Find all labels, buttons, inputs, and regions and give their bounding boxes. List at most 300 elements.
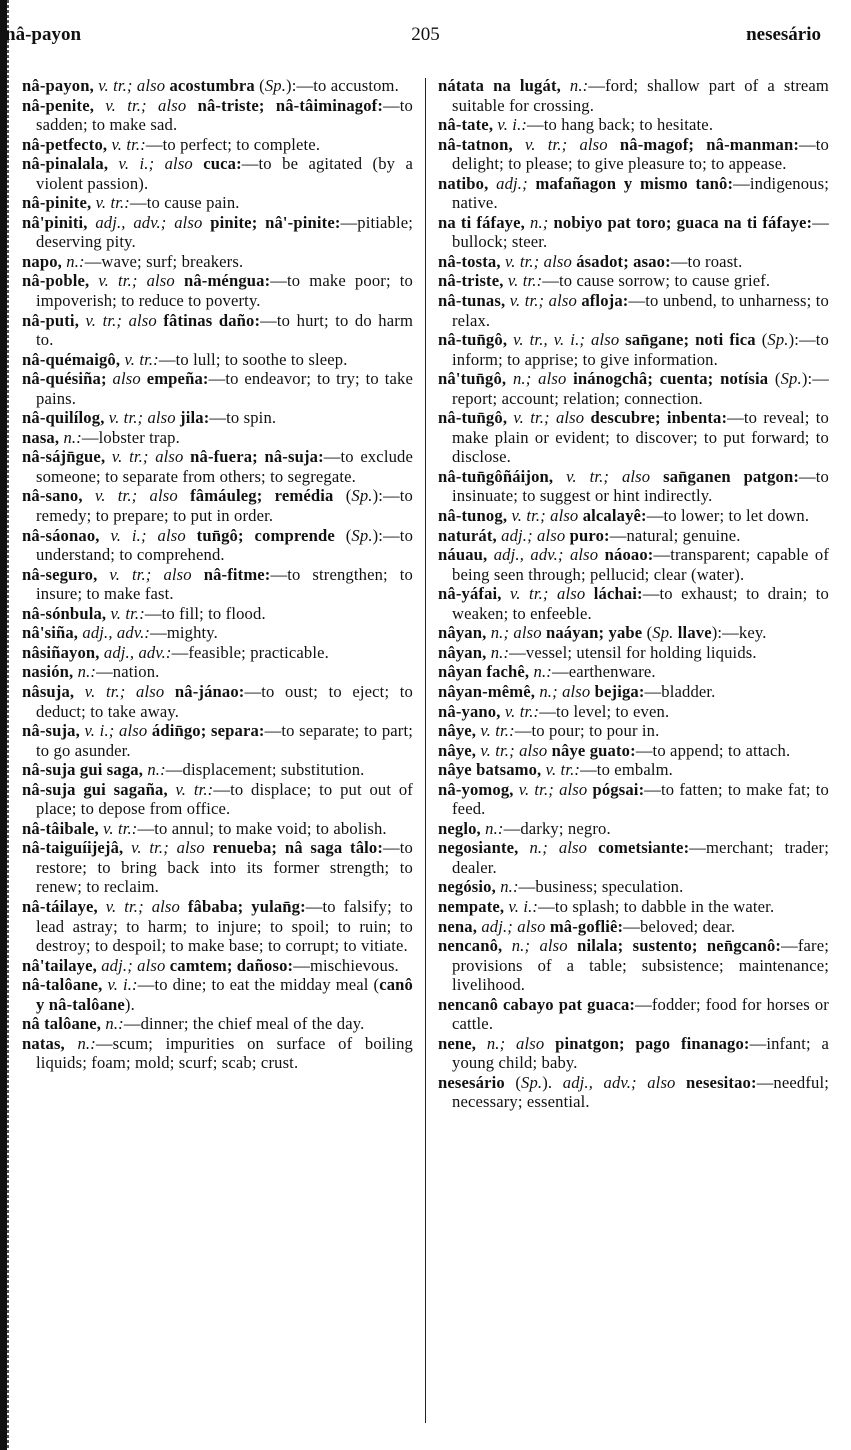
headword: nâ-suja gui sagaña,	[22, 779, 168, 799]
headword: napo,	[22, 251, 62, 271]
headword: nâ-taiguíijejâ,	[22, 838, 124, 858]
bold-term: tun̄gô; comprende	[196, 525, 335, 545]
grammar-label: v. tr.; also	[123, 838, 213, 858]
definition-text: —to unbend, to unharness; to relax.	[452, 291, 829, 330]
bold-term: canô y nâ-talôane	[36, 975, 413, 1014]
bold-term: ádin̄go; separa:	[151, 721, 265, 741]
headword: nâsuja,	[22, 681, 75, 701]
grammar-label: n.;	[524, 212, 554, 232]
definition-text: —earthenware.	[551, 662, 656, 682]
headword: nâ-tunog,	[438, 506, 508, 526]
grammar-label: v. tr.; also	[500, 251, 577, 271]
dictionary-entry	[438, 721, 829, 741]
bold-term: nilala; sustento; nen̄gcanô:	[577, 936, 782, 956]
bold-term: inánogchâ; cuenta; notísia	[573, 369, 769, 389]
dictionary-entry	[438, 682, 829, 702]
headword: nâ'piniti,	[22, 212, 88, 232]
definition-text: —natural; genuine.	[609, 525, 741, 545]
definition-text: ).	[124, 994, 135, 1014]
definition-text: (	[333, 486, 352, 506]
bold-term: mafañagon y mismo tanô:	[535, 173, 734, 193]
dictionary-entry	[438, 135, 829, 174]
dictionary-entry	[438, 174, 829, 213]
grammar-label: v. tr.; also	[512, 134, 620, 154]
bold-term: afloja:	[581, 291, 629, 311]
grammar-label: v. tr.:	[167, 779, 214, 799]
grammar-label: v. tr.:	[107, 134, 146, 154]
dictionary-entry	[22, 135, 413, 155]
grammar-label: adj.; also	[496, 525, 570, 545]
dictionary-entry	[438, 291, 829, 330]
dictionary-entry	[22, 311, 413, 350]
headword: nâ-yano,	[438, 701, 501, 721]
dictionary-entry	[22, 76, 413, 96]
headword: nâyan,	[438, 642, 487, 662]
grammar-label: Sp.	[767, 330, 789, 350]
definition-text: —fodder; food for horses or cattle.	[452, 994, 829, 1034]
dictionary-entry	[22, 721, 413, 760]
headword: nâ-tâibale,	[22, 818, 99, 838]
headword: nasa,	[22, 427, 60, 447]
grammar-label: v. tr.; also	[507, 506, 583, 526]
bold-term: san̄gane; noti fica	[625, 330, 756, 350]
dictionary-entry	[22, 956, 413, 976]
definition-text: —wave; surf; breakers.	[84, 251, 244, 271]
grammar-label: Sp.	[351, 486, 373, 506]
column-divider	[425, 78, 426, 1423]
bold-term: mâ-gofliê:	[549, 916, 624, 936]
dictionary-entry	[438, 741, 829, 761]
grammar-label: n.:	[143, 760, 166, 780]
grammar-label: v. tr.; also	[82, 486, 191, 506]
definition-text: —to falsify; to lead astray; to harm; to injure; to spoil; to ruin; to destroy; to despoil; to make base; to corrupt; to vitiate.	[36, 896, 413, 956]
dictionary-entry	[438, 897, 829, 917]
headword: nâ'tun̄gô,	[438, 369, 507, 389]
dictionary-entry	[438, 467, 829, 506]
bold-term: nâ-triste; nâ-tâiminagof:	[197, 95, 384, 115]
grammar-label: v. tr.; also	[94, 95, 198, 115]
headword: natibo,	[438, 173, 489, 193]
grammar-label: Sp.	[652, 623, 674, 643]
definition-text: (	[504, 1072, 522, 1092]
bold-term: nâ-fitme:	[203, 564, 271, 584]
definition-text: (	[642, 623, 653, 643]
headword: nâ-sónbula,	[22, 603, 107, 623]
dictionary-entry	[438, 819, 829, 839]
dictionary-entry	[22, 486, 413, 525]
bold-term: nâ-magof; nâ-manman:	[619, 134, 800, 154]
headword: nâ-suja,	[22, 721, 80, 741]
definition-text: —merchant; trader; dealer.	[452, 838, 829, 877]
dictionary-entry	[22, 975, 413, 1014]
dictionary-entry	[22, 565, 413, 604]
dictionary-entry	[438, 623, 829, 643]
grammar-label: v. tr.; also	[104, 408, 181, 428]
grammar-label: adj.; also	[96, 955, 170, 975]
grammar-label: v. tr.; also	[507, 408, 591, 428]
dictionary-entry	[438, 330, 829, 369]
definition-text: —pitiable; deserving pity.	[36, 212, 413, 252]
definition-text: —needful; necessary; essential.	[452, 1072, 829, 1112]
dictionary-entry	[438, 271, 829, 291]
definition-text: (	[334, 525, 352, 545]
headword: neglo,	[438, 818, 481, 838]
headword: nâ-suja gui saga,	[22, 760, 144, 780]
grammar-label: n.:	[480, 818, 504, 838]
bold-term: cuca:	[203, 154, 242, 174]
bold-term: acostumbra	[169, 76, 255, 95]
grammar-label: n.:	[61, 251, 85, 271]
definition-text: —to splash; to dabble in the water.	[538, 896, 775, 916]
dictionary-entry	[22, 780, 413, 819]
grammar-label: v. tr.; also	[97, 896, 188, 916]
definition-text: —to hang back; to hesitate.	[527, 115, 714, 135]
bold-term: san̄ganen patgon:	[663, 466, 800, 486]
dictionary-entry	[438, 213, 829, 252]
headword: nâyan,	[438, 623, 487, 643]
dictionary-entry	[22, 838, 413, 897]
dictionary-entry	[438, 877, 829, 897]
headword: nâ-pinalala,	[22, 154, 109, 174]
definition-text: —to exclude someone; to separate from others; to segregate.	[36, 447, 413, 486]
grammar-label: n.:	[64, 1033, 96, 1053]
dictionary-entry	[438, 917, 829, 937]
definition-text: —to pour; to pour in.	[514, 721, 660, 741]
headword: nasión,	[22, 662, 74, 682]
grammar-label: Sp.	[521, 1072, 543, 1092]
grammar-label: v. tr.:	[503, 271, 543, 291]
dictionary-entry	[438, 76, 829, 115]
headword: nâ'tailaye,	[22, 955, 97, 975]
dictionary-entry	[22, 526, 413, 565]
scan-edge	[0, 0, 7, 1450]
dictionary-entry	[22, 193, 413, 213]
grammar-label: v. tr.:	[541, 760, 581, 780]
headword: nene,	[438, 1033, 477, 1053]
dictionary-entry	[438, 584, 829, 623]
grammar-label: v. tr.; also	[553, 466, 664, 486]
bold-term: nâ-fuera; nâ-suja:	[190, 447, 324, 467]
definition-text: ).	[542, 1072, 553, 1092]
definition-text: —business; speculation.	[518, 877, 684, 897]
headword: nâ-tosta,	[438, 251, 501, 271]
definition-text: —to append; to attach.	[635, 740, 791, 760]
definition-text: —to insinuate; to suggest or hint indirectly.	[452, 466, 829, 506]
headword: nencanô,	[438, 936, 503, 956]
definition-text: —bullock; steer.	[452, 212, 829, 252]
grammar-label: Sp.	[351, 525, 373, 545]
grammar-label: v. i.; also	[99, 525, 197, 545]
left-guide-word: nâ-payon	[5, 24, 82, 45]
definition-text: —to roast.	[670, 251, 743, 271]
grammar-label: adj.; also	[477, 916, 550, 936]
dictionary-entry	[22, 1034, 413, 1073]
grammar-label: v. i.:	[504, 896, 539, 916]
headword: nâ-sájn̄gue,	[22, 447, 106, 467]
definition-text: —to cause pain.	[129, 193, 240, 213]
dictionary-entry	[438, 760, 829, 780]
bold-term: fâmáuleg; remédia	[190, 486, 334, 506]
dictionary-entry	[22, 623, 413, 643]
dictionary-entry	[438, 643, 829, 663]
headword: nâyan-mêmê,	[438, 681, 536, 701]
headword: nâ-triste,	[438, 271, 504, 291]
dictionary-entry	[22, 369, 413, 408]
definition-text: —to perfect; to complete.	[145, 134, 321, 154]
definition-text: —darky; negro.	[503, 818, 611, 838]
headword: nâ-penite,	[22, 95, 95, 115]
grammar-label: n.:	[73, 662, 97, 682]
definition-text: —mighty.	[150, 623, 218, 643]
headword: nâ-puti,	[22, 310, 79, 330]
dictionary-entry	[22, 447, 413, 486]
headword: nâ-poble,	[22, 271, 90, 291]
scan-edge-texture	[7, 0, 9, 1450]
grammar-label: v. tr.; also	[476, 740, 552, 760]
dictionary-entry	[22, 760, 413, 780]
grammar-label: v. i.; also	[79, 721, 152, 741]
grammar-label: adj., adv.; also	[552, 1072, 687, 1092]
bold-term: náoao:	[604, 545, 654, 565]
bold-term: pinite; nâ'-pinite:	[210, 212, 341, 232]
grammar-label: v. tr.; also	[105, 447, 191, 467]
dictionary-entry	[438, 702, 829, 722]
definition-text: —to strengthen; to insure; to make fast.	[36, 564, 413, 604]
headword: natas,	[22, 1033, 65, 1053]
grammar-label: adj., adv.; also	[487, 545, 605, 565]
definition-text: —to fill; to flood.	[144, 603, 266, 623]
grammar-label: v. i.:	[493, 115, 528, 135]
bold-term: ásadot; asao:	[576, 251, 671, 271]
grammar-label: v. tr.:	[120, 349, 159, 369]
definition-text: ):—to understand; to comprehend.	[36, 525, 414, 565]
headword: nâ-quilílog,	[22, 408, 105, 428]
grammar-label: adj., adv.; also	[87, 212, 211, 232]
headword: nâ-tun̄gô,	[438, 408, 508, 428]
definition-text: —vessel; utensil for holding liquids.	[509, 642, 757, 662]
grammar-label: v. tr.; also	[513, 779, 593, 799]
grammar-label: v. tr.:	[91, 193, 130, 213]
dictionary-entry	[22, 271, 413, 310]
headword: nâye batsamo,	[438, 760, 542, 780]
bold-term: nâ-méngua:	[183, 271, 271, 291]
definition-text: —to reveal; to make plain or evident; to discover; to put forward; to disclose.	[452, 408, 829, 467]
headword: naturát,	[438, 525, 497, 545]
headword: nena,	[438, 916, 478, 936]
dictionary-entry	[438, 526, 829, 546]
page-number: 205	[411, 24, 440, 45]
definition-text: ):—key.	[711, 623, 767, 643]
definition-text: —fare; provisions of a table; subsistence; maintenance; livelihood.	[452, 936, 829, 995]
definition-text: (	[755, 330, 768, 350]
dictionary-entry	[22, 604, 413, 624]
grammar-label: n.; also	[502, 936, 578, 956]
headword: nâ-tatnon,	[438, 134, 513, 154]
definition-text: ):—report; account; relation; connection.	[452, 369, 829, 408]
grammar-label: n.:	[101, 1014, 124, 1034]
bold-term: naáyan; yabe	[545, 623, 643, 643]
grammar-label: v. tr.; also	[505, 291, 582, 311]
headword: nâ-talôane,	[22, 975, 103, 995]
headword: nesesário	[438, 1072, 505, 1092]
dictionary-entry	[22, 662, 413, 682]
dictionary-entry	[22, 1014, 413, 1034]
definition-text: —lobster trap.	[81, 427, 180, 447]
definition-text: ):—to accustom.	[286, 76, 399, 95]
dictionary-entry	[22, 682, 413, 721]
headword: nâ'siña,	[22, 623, 79, 643]
headword: nâ-quésiña;	[22, 369, 107, 389]
grammar-label: v. tr.:	[500, 701, 540, 721]
dictionary-entry	[438, 252, 829, 272]
bold-term: nesesitao:	[686, 1072, 757, 1092]
dictionary-entry	[22, 350, 413, 370]
dictionary-entry	[438, 662, 829, 682]
definition-text: —infant; a young child; baby.	[452, 1033, 830, 1073]
bold-term: camtem; dañoso:	[169, 955, 294, 975]
grammar-label: n.; also	[535, 681, 595, 701]
definition-text: —nation.	[96, 662, 160, 682]
dictionary-entry	[438, 115, 829, 135]
bold-term: nâye guato:	[551, 740, 636, 760]
definition-text: (	[768, 369, 781, 389]
headword: negósio,	[438, 877, 496, 897]
grammar-label: Sp.	[264, 76, 287, 95]
headword: nâsiñayon,	[22, 642, 100, 662]
definition-text: —to spin.	[209, 408, 277, 428]
headword: nátata na lugát,	[438, 76, 561, 95]
grammar-label: v. tr.; also	[74, 681, 175, 701]
definition-text: —to exhaust; to drain; to weaken; to enfeeble.	[452, 584, 829, 623]
headword: nâ-quémaigô,	[22, 349, 121, 369]
bold-term: láchai:	[593, 584, 643, 604]
grammar-label: v. tr.:	[476, 721, 515, 741]
dictionary-entry	[22, 252, 413, 272]
headword: negosiante,	[438, 838, 519, 858]
right-column	[438, 76, 829, 1112]
definition-text: ):—to remedy; to prepare; to put in order.	[36, 486, 413, 526]
headword: nâ-tate,	[438, 115, 494, 135]
headword: náuau,	[438, 545, 488, 565]
dictionary-entry	[438, 936, 829, 995]
dictionary-entry	[22, 213, 413, 252]
definition-text: —to cause sorrow; to cause grief.	[542, 271, 771, 291]
bold-term: empeña:	[146, 369, 209, 389]
headword: nâ-sano,	[22, 486, 83, 506]
headword: nâ talôane,	[22, 1014, 102, 1034]
grammar-label: n.; also	[518, 838, 599, 858]
dictionary-entry	[438, 369, 829, 408]
definition-text: —to restore; to bring back into its former strength; to renew; to reclaim.	[36, 838, 413, 897]
bold-term: puro:	[569, 525, 610, 545]
grammar-label: v. tr.; also	[79, 310, 164, 330]
definition-text: —to delight; to please; to give pleasure to; to appease.	[452, 134, 829, 174]
grammar-label: v. tr.; also	[89, 271, 184, 291]
definition-text: ):—to inform; to apprise; to give information.	[452, 330, 829, 369]
bold-term: jila:	[180, 408, 210, 428]
headword: nâye,	[438, 740, 477, 760]
grammar-label: v. tr.:	[98, 818, 138, 838]
dictionary-entry	[438, 1073, 829, 1112]
dictionary-entry	[22, 897, 413, 956]
grammar-label: v. tr.:	[106, 603, 145, 623]
grammar-label: n.; also	[476, 1033, 556, 1053]
definition-text: —bladder.	[644, 681, 716, 701]
dictionary-entry	[438, 780, 829, 819]
headword: nâ-yáfai,	[438, 584, 502, 604]
bold-term: pógsai:	[592, 779, 645, 799]
definition-text: —ford; shallow part of a stream suitable for crossing.	[452, 76, 829, 115]
dictionary-entry	[438, 408, 829, 467]
bold-term: renueba; nâ saga tâlo:	[212, 838, 384, 858]
grammar-label: adj., adv.:	[78, 623, 151, 643]
grammar-label: n.:	[59, 427, 82, 447]
grammar-label: adj.;	[488, 173, 536, 193]
dictionary-entry	[438, 506, 829, 526]
bold-term: llave	[677, 623, 712, 643]
dictionary-entry	[438, 995, 829, 1034]
definition-text: —to displace; to put out of place; to depose from office.	[36, 779, 413, 819]
definition-text: —beloved; dear.	[623, 916, 736, 936]
headword: na ti fáfaye,	[438, 212, 525, 232]
left-column	[22, 76, 413, 1073]
headword: nâ-tunas,	[438, 291, 506, 311]
headword: nâ-pinite,	[22, 193, 92, 213]
headword: nempate,	[438, 896, 505, 916]
dictionary-entry	[438, 838, 829, 877]
dictionary-entry	[22, 643, 413, 663]
definition-text: —to annul; to make void; to abolish.	[137, 818, 387, 838]
bold-term: descubre; inbenta:	[590, 408, 728, 428]
dictionary-entry	[22, 154, 413, 193]
definition-text: —displacement; substitution.	[165, 760, 365, 780]
definition-text: —feasible; practicable.	[171, 642, 329, 662]
dictionary-entry	[22, 428, 413, 448]
grammar-label: n.:	[486, 642, 510, 662]
definition-text: —to make poor; to impoverish; to reduce to poverty.	[36, 271, 413, 311]
definition-text: —transparent; capable of being seen through; pellucid; clear (water).	[452, 545, 829, 584]
definition-text: —to fatten; to make fat; to feed.	[452, 779, 829, 819]
right-guide-word: nesesário	[746, 24, 821, 45]
dictionary-entry	[22, 96, 413, 135]
definition-text: —to lower; to let down.	[646, 506, 810, 526]
grammar-label: v. tr.; also	[501, 584, 594, 604]
bold-term: nobiyo pat toro; guaca na ti fáfaye:	[553, 212, 813, 232]
bold-term: cometsiante:	[598, 838, 690, 858]
bold-term: pinatgon; pago finanago:	[555, 1033, 750, 1053]
bold-term: bejiga:	[594, 681, 645, 701]
definition-text: —to oust; to eject; to deduct; to take away.	[36, 681, 413, 721]
definition-text: —to lull; to soothe to sleep.	[158, 349, 348, 369]
grammar-label: n.:	[560, 76, 589, 95]
definition-text: —mischievous.	[293, 955, 399, 975]
grammar-label: n.; also	[486, 623, 546, 643]
definition-text: —scum; impurities on surface of boiling liquids; foam; mold; scurf; scab; crust.	[36, 1033, 413, 1073]
headword: nâ-táilaye,	[22, 896, 98, 916]
headword: nâye,	[438, 721, 477, 741]
grammar-label: v. i.; also	[108, 154, 204, 174]
grammar-label: adj., adv.:	[99, 642, 172, 662]
grammar-label: n.:	[529, 662, 552, 682]
grammar-label: Sp.	[780, 369, 802, 389]
grammar-label: v. tr.; also	[93, 76, 170, 95]
definition-text: —to embalm.	[580, 760, 673, 780]
definition-text: —to separate; to part; to go asunder.	[36, 721, 413, 760]
grammar-label: also	[106, 369, 147, 389]
headword: nâ-tun̄gôñáijon,	[438, 466, 554, 486]
dictionary-entry	[438, 1034, 829, 1073]
headword: nâ-sáonao,	[22, 525, 100, 545]
